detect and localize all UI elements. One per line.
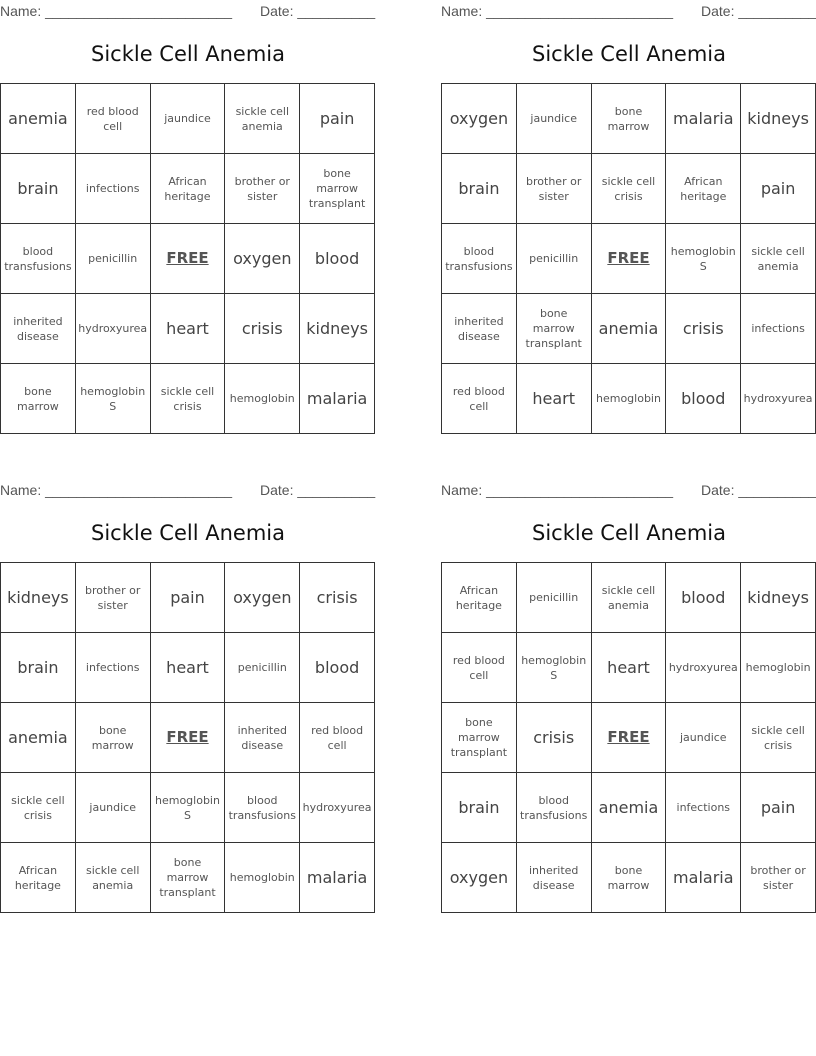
bingo-cell: red blood cell (300, 703, 375, 773)
bingo-cell: malaria (666, 84, 741, 154)
bingo-cell: brother or sister (225, 154, 300, 224)
bingo-cell: sickle cell anemia (592, 563, 667, 633)
bingo-cell: sickle cell crisis (1, 773, 76, 843)
bingo-cell: pain (741, 773, 816, 843)
bingo-cell: sickle cell crisis (741, 703, 816, 773)
bingo-cell: penicillin (517, 563, 592, 633)
bingo-cell: blood (666, 364, 741, 434)
bingo-cell: heart (151, 294, 226, 364)
card-header (0, 3, 376, 19)
bingo-cell: kidneys (741, 84, 816, 154)
bingo-cell: oxygen (442, 843, 517, 913)
bingo-cell: hydroxyurea (741, 364, 816, 434)
bingo-cell: hemoglobin (225, 364, 300, 434)
bingo-cell: bone marrow transplant (151, 843, 226, 913)
bingo-cell: brother or sister (76, 563, 151, 633)
bingo-cell: crisis (666, 294, 741, 364)
free-space: FREE (592, 703, 667, 773)
card-header (441, 3, 816, 19)
bingo-cell: hemoglobin S (517, 633, 592, 703)
card-header (441, 482, 816, 498)
bingo-cell: red blood cell (442, 633, 517, 703)
bingo-cell: bone marrow (592, 84, 667, 154)
bingo-cell: penicillin (517, 224, 592, 294)
bingo-cell: oxygen (225, 563, 300, 633)
bingo-cell: African heritage (1, 843, 76, 913)
card-title: Sickle Cell Anemia (91, 521, 285, 545)
bingo-cell: infections (666, 773, 741, 843)
bingo-cell: jaundice (666, 703, 741, 773)
bingo-cell: brain (1, 633, 76, 703)
bingo-cell: infections (76, 633, 151, 703)
bingo-cell: anemia (592, 773, 667, 843)
bingo-cell: sickle cell crisis (151, 364, 226, 434)
bingo-cell: hydroxyurea (76, 294, 151, 364)
bingo-cell: jaundice (517, 84, 592, 154)
bingo-cell: hydroxyurea (300, 773, 375, 843)
bingo-grid (441, 83, 816, 434)
bingo-cell: blood transfusions (225, 773, 300, 843)
bingo-cell: sickle cell anemia (225, 84, 300, 154)
bingo-cell: jaundice (76, 773, 151, 843)
bingo-cell: anemia (1, 703, 76, 773)
bingo-cell: brother or sister (741, 843, 816, 913)
bingo-cell: sickle cell anemia (76, 843, 151, 913)
bingo-grid (441, 562, 816, 913)
date-field-label: Date: __________ (260, 3, 376, 19)
free-space: FREE (151, 703, 226, 773)
bingo-cell: crisis (517, 703, 592, 773)
bingo-cell: hemoglobin (592, 364, 667, 434)
bingo-cell: kidneys (741, 563, 816, 633)
bingo-cell: blood (300, 224, 375, 294)
bingo-cell: inherited disease (1, 294, 76, 364)
bingo-grid (0, 83, 375, 434)
bingo-cell: heart (517, 364, 592, 434)
bingo-cell: inherited disease (442, 294, 517, 364)
bingo-cell: pain (300, 84, 375, 154)
bingo-cell: hydroxyurea (666, 633, 741, 703)
bingo-cell: kidneys (1, 563, 76, 633)
bingo-cell: heart (592, 633, 667, 703)
bingo-cell: hemoglobin S (76, 364, 151, 434)
bingo-cell: infections (741, 294, 816, 364)
bingo-cell: blood (666, 563, 741, 633)
free-space: FREE (592, 224, 667, 294)
bingo-cell: sickle cell anemia (741, 224, 816, 294)
bingo-cell: anemia (592, 294, 667, 364)
card-title: Sickle Cell Anemia (532, 521, 726, 545)
bingo-cell: malaria (300, 364, 375, 434)
bingo-cell: blood transfusions (517, 773, 592, 843)
bingo-cell: pain (741, 154, 816, 224)
bingo-cell: inherited disease (517, 843, 592, 913)
bingo-cell: pain (151, 563, 226, 633)
bingo-cell: anemia (1, 84, 76, 154)
bingo-cell: bone marrow (592, 843, 667, 913)
bingo-cell: brain (1, 154, 76, 224)
bingo-cell: blood (300, 633, 375, 703)
bingo-cell: brother or sister (517, 154, 592, 224)
bingo-cell: red blood cell (442, 364, 517, 434)
bingo-cell: malaria (300, 843, 375, 913)
bingo-cell: bone marrow transplant (300, 154, 375, 224)
date-field-label: Date: __________ (701, 3, 816, 19)
bingo-cell: brain (442, 154, 517, 224)
bingo-cell: bone marrow (76, 703, 151, 773)
bingo-cell: African heritage (151, 154, 226, 224)
bingo-cell: crisis (225, 294, 300, 364)
name-field-label: Name: ________________________ (441, 482, 673, 498)
bingo-cell: hemoglobin S (666, 224, 741, 294)
name-field-label: Name: ________________________ (0, 3, 232, 19)
bingo-cell: heart (151, 633, 226, 703)
card-title: Sickle Cell Anemia (91, 42, 285, 66)
bingo-cell: blood transfusions (442, 224, 517, 294)
bingo-cell: bone marrow transplant (442, 703, 517, 773)
bingo-cell: hemoglobin (741, 633, 816, 703)
bingo-cell: sickle cell crisis (592, 154, 667, 224)
bingo-cell: African heritage (666, 154, 741, 224)
bingo-cell: bone marrow transplant (517, 294, 592, 364)
bingo-cell: red blood cell (76, 84, 151, 154)
date-field-label: Date: __________ (701, 482, 816, 498)
bingo-cell: African heritage (442, 563, 517, 633)
bingo-cell: brain (442, 773, 517, 843)
bingo-cell: infections (76, 154, 151, 224)
bingo-cell: malaria (666, 843, 741, 913)
bingo-cell: bone marrow (1, 364, 76, 434)
bingo-cell: oxygen (442, 84, 517, 154)
bingo-cell: hemoglobin S (151, 773, 226, 843)
bingo-cell: hemoglobin (225, 843, 300, 913)
bingo-cell: jaundice (151, 84, 226, 154)
bingo-cell: kidneys (300, 294, 375, 364)
bingo-cell: oxygen (225, 224, 300, 294)
bingo-cell: penicillin (225, 633, 300, 703)
name-field-label: Name: ________________________ (441, 3, 673, 19)
bingo-cell: blood transfusions (1, 224, 76, 294)
card-header (0, 482, 376, 498)
bingo-grid (0, 562, 375, 913)
date-field-label: Date: __________ (260, 482, 376, 498)
bingo-cell: crisis (300, 563, 375, 633)
card-title: Sickle Cell Anemia (532, 42, 726, 66)
free-space: FREE (151, 224, 226, 294)
bingo-cell: inherited disease (225, 703, 300, 773)
bingo-cell: penicillin (76, 224, 151, 294)
name-field-label: Name: ________________________ (0, 482, 232, 498)
